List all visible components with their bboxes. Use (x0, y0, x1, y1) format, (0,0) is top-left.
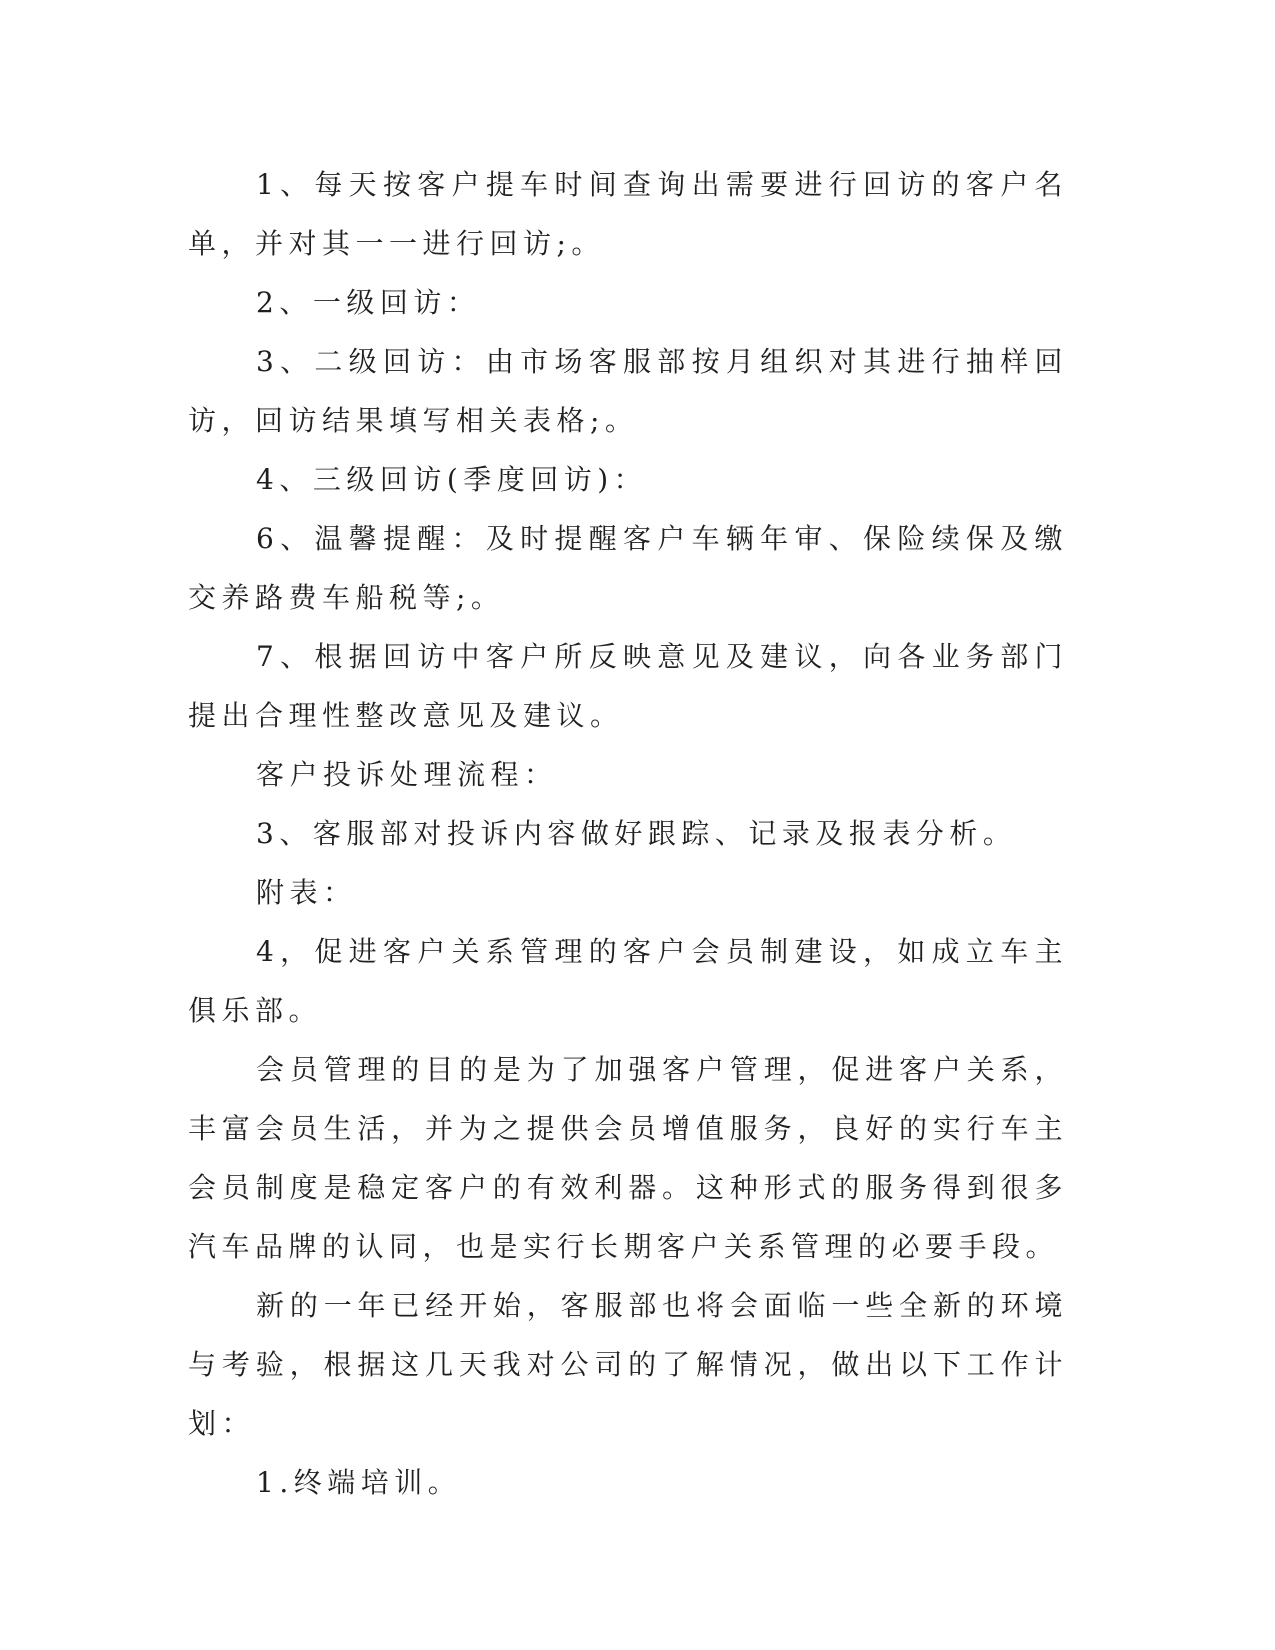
paragraph-terminal-training: 1.终端培训。 (256, 1466, 462, 1499)
paragraph-membership-purpose: 会员管理的目的是为了加强客户管理，促进客户关系，丰富会员生活，并为之提供会员增值服务，良好的实行车主会员制度是稳定客户的有效利器。这种形式的服务得到很多汽车品牌的认同，也是实行长期客户关系管理的必要手段。 (188, 1053, 1068, 1263)
paragraph-second-level-visit: 3、二级回访：由市场客服部按月组织对其进行抽样回访，回访结果填写相关表格;。 (188, 345, 1068, 437)
document-body (188, 155, 1068, 1512)
paragraph-attachment: 附表： (256, 876, 357, 909)
paragraph-feedback: 7、根据回访中客户所反映意见及建议，向各业务部门提出合理性整改意见及建议。 (188, 640, 1068, 732)
paragraph-reminder: 6、温馨提醒：及时提醒客户车辆年审、保险续保及缴交养路费车船税等;。 (188, 522, 1068, 614)
paragraph-third-level-visit: 4、三级回访(季度回访)： (256, 463, 648, 496)
paragraph-visit-list: 1、每天按客户提车时间查询出需要进行回访的客户名单，并对其一一进行回访;。 (188, 168, 1068, 260)
paragraph-new-year-plan: 新的一年已经开始，客服部也将会面临一些全新的环境与考验，根据这几天我对公司的了解情况，做出以下工作计划： (188, 1289, 1068, 1440)
paragraph-membership: 4，促进客户关系管理的客户会员制建设，如成立车主俱乐部。 (188, 935, 1068, 1027)
paragraph-first-level-visit: 2、一级回访： (256, 286, 481, 319)
paragraph-complaint-process: 客户投诉处理流程： (256, 758, 558, 791)
paragraph-complaint-tracking: 3、客服部对投诉内容做好跟踪、记录及报表分析。 (256, 817, 1017, 850)
